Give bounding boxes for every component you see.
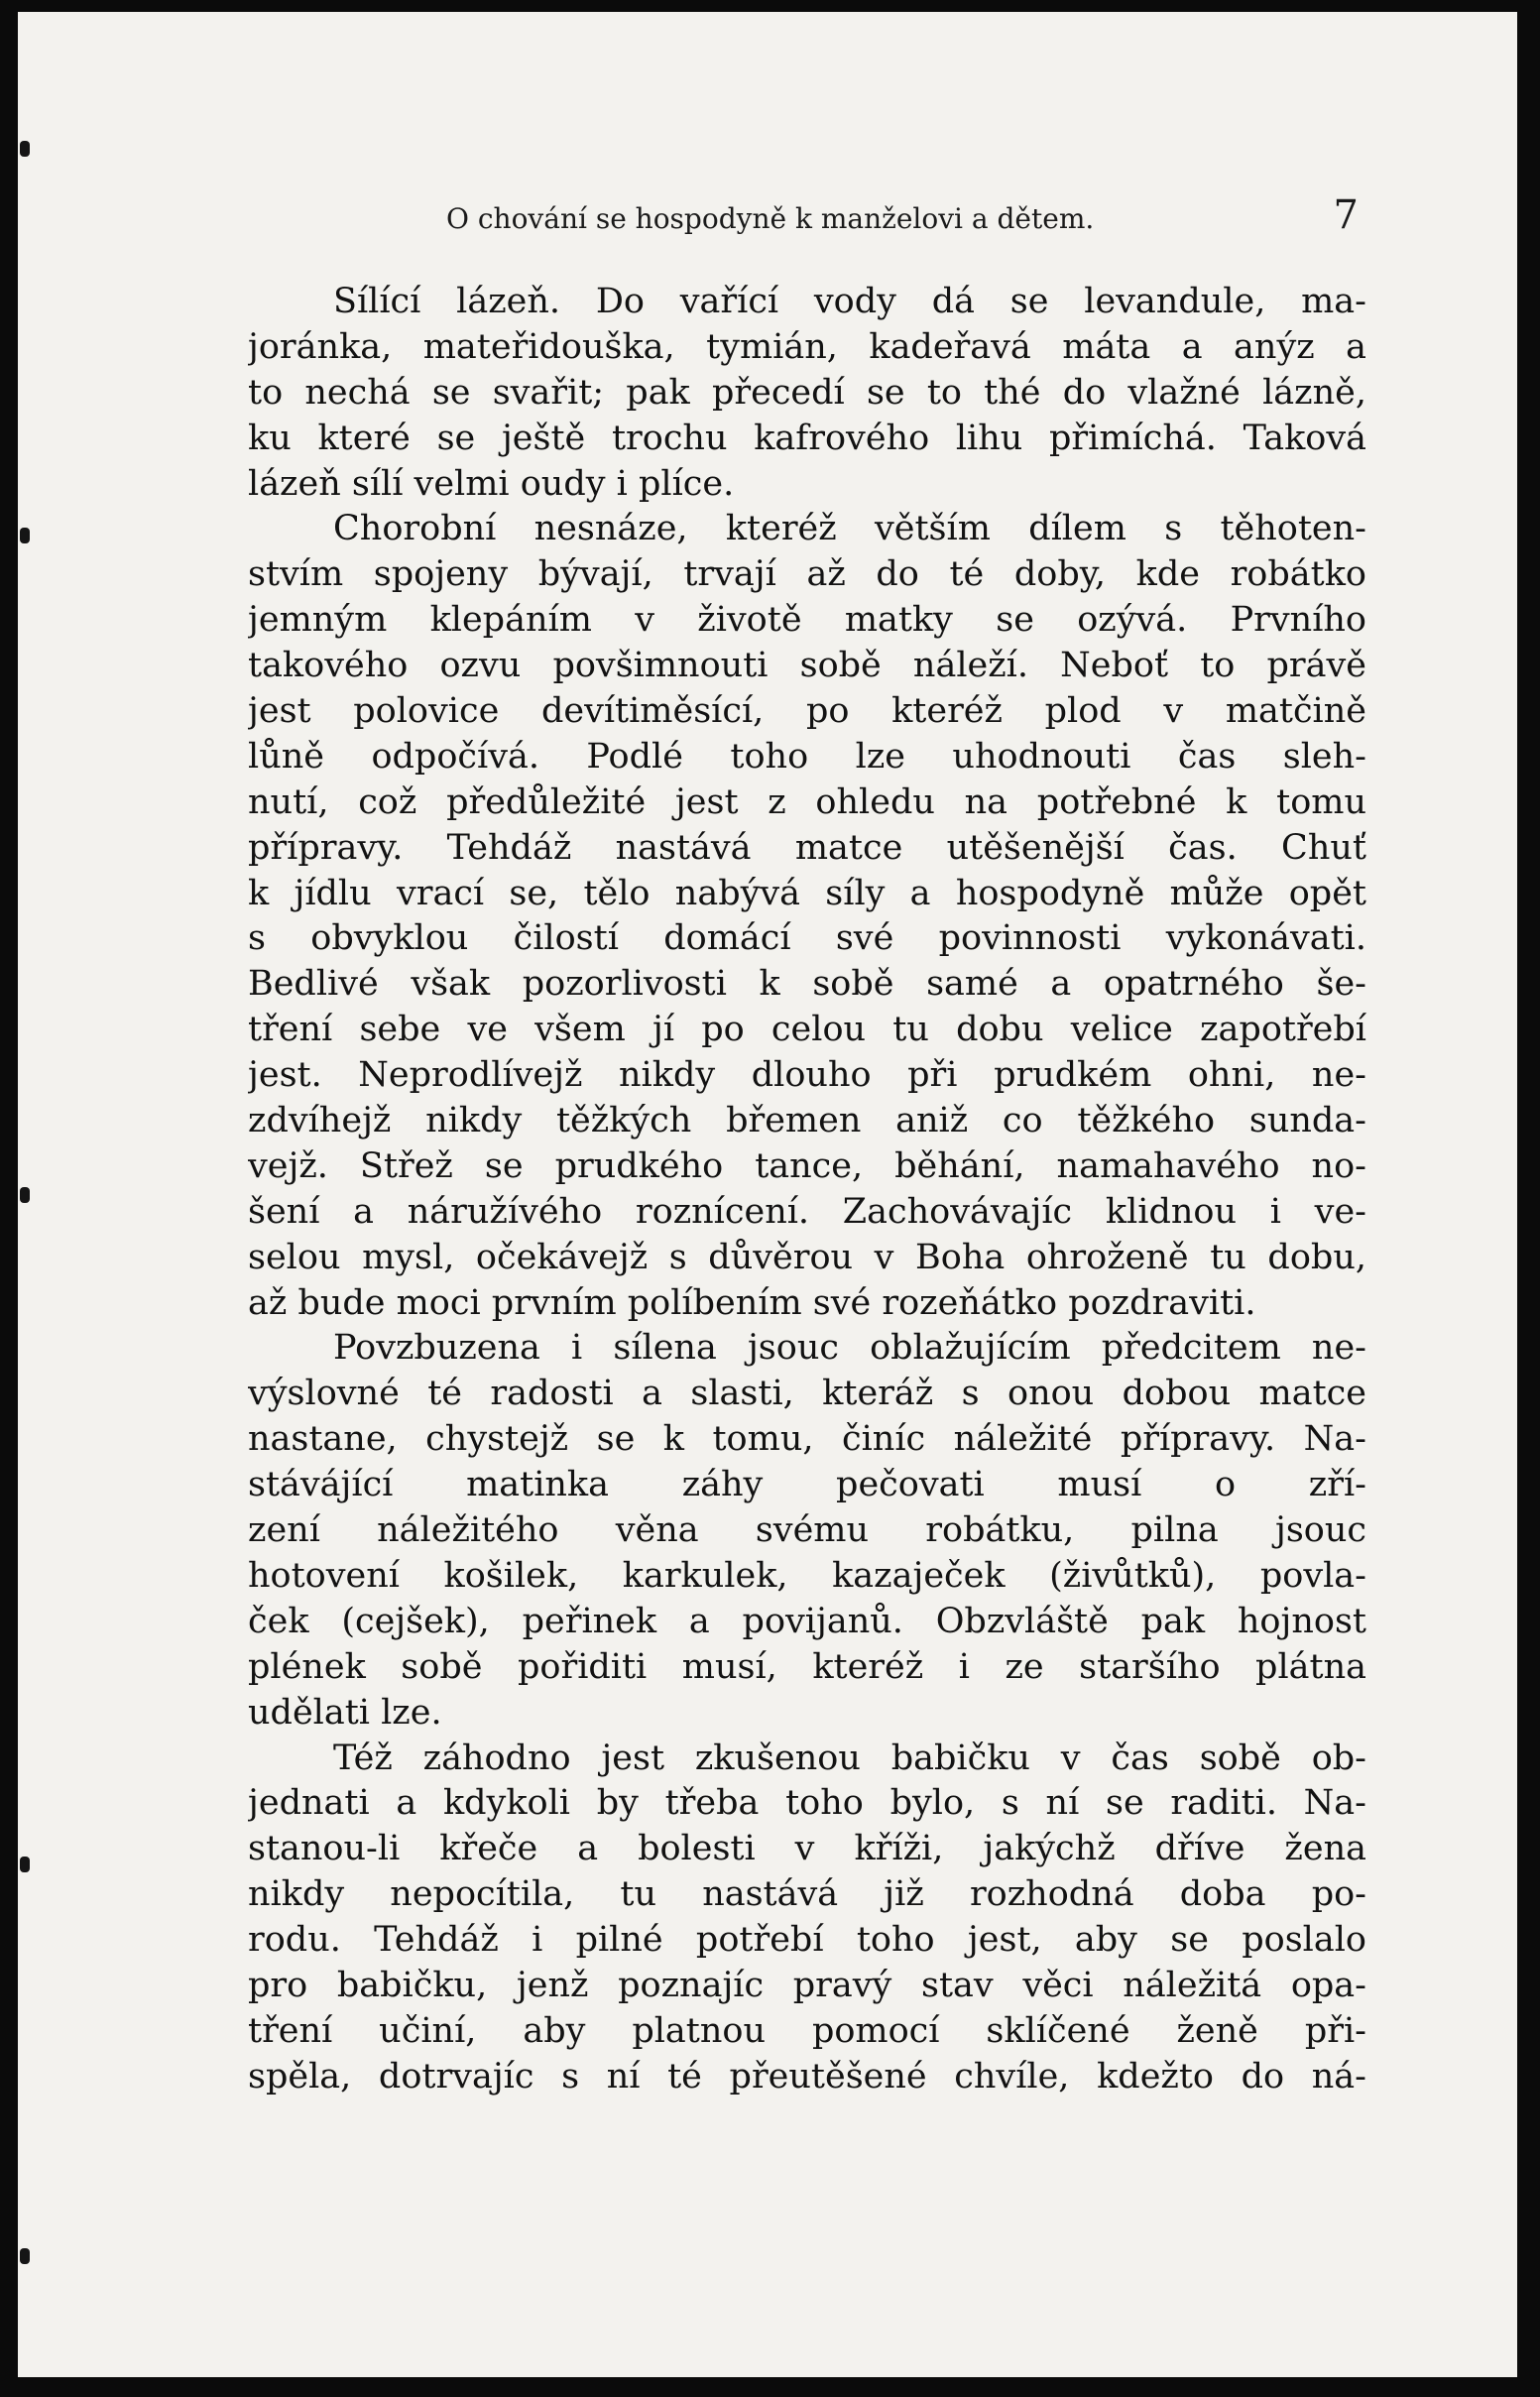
text-line: přípravy. Tehdáž nastává matce utěšenější čas. Chuť xyxy=(248,827,1366,868)
text-line: stávájící matinka záhy pečovati musí o zří- xyxy=(248,1465,1366,1505)
text-line: vejž. Střež se prudkého tance, běhání, namahavého no- xyxy=(248,1145,1366,1186)
text-line: hotovení košilek, karkulek, kazaječek (živůtků), povla- xyxy=(248,1555,1366,1596)
binding-mark xyxy=(20,141,30,157)
text-line: jemným klepáním v životě matky se ozývá. Prvního xyxy=(248,600,1366,641)
text-line: lůně odpočívá. Podlé toho lze uhodnouti čas sleh- xyxy=(248,736,1366,777)
binding-mark xyxy=(20,1187,30,1203)
binding-mark xyxy=(20,528,30,543)
text-line: k jídlu vrací se, tělo nabývá síly a hospodyně může opět xyxy=(248,873,1366,913)
text-line: zení náležitého věna svému robátku, pilna jsouc xyxy=(248,1510,1366,1551)
text-line: tření sebe ve všem jí po celou tu dobu velice zapotřebí xyxy=(248,1010,1366,1050)
text-line: pro babičku, jenž poznajíc pravý stav věci náležitá opa- xyxy=(248,1965,1366,2005)
text-line: Povzbuzena i sílena jsouc oblažujícím předcitem ne- xyxy=(333,1328,1366,1369)
text-line: jest polovice devítiměsící, po kteréž plod v matčině xyxy=(248,691,1366,732)
text-line: jednati a kdykoli by třeba toho bylo, s ní se raditi. Na- xyxy=(248,1783,1366,1824)
text-line: ček (cejšek), peřinek a povijanů. Obzvláště pak hojnost xyxy=(248,1601,1366,1641)
page-number: 7 xyxy=(1333,192,1359,238)
book-page xyxy=(18,12,1517,2377)
text-line: Sílící lázeň. Do vařící vody dá se levandule, ma- xyxy=(333,282,1366,321)
text-line: stanou-li křeče a bolesti v kříži, jakýchž dříve žena xyxy=(248,1829,1366,1869)
text-line: selou mysl, očekávejž s důvěrou v Boha ohroženě tu dobu, xyxy=(248,1237,1366,1277)
text-line: rodu. Tehdáž i pilné potřebí toho jest, aby se poslalo xyxy=(248,1920,1366,1961)
running-head xyxy=(266,192,1374,252)
text-line: spěla, dotrvajíc s ní té přeutěšené chvíle, kdežto do ná- xyxy=(248,2056,1366,2097)
text-line: nutí, což předůležité jest z ohledu na potřebné k tomu xyxy=(248,781,1366,822)
text-line: zdvíhejž nikdy těžkých břemen aniž co těžkého sunda- xyxy=(248,1101,1366,1141)
text-line: joránka, mateřidouška, tymián, kadeřavá máta a anýz a xyxy=(248,326,1366,367)
text-line: udělati lze. xyxy=(248,1692,442,1733)
body-text xyxy=(248,280,1366,2100)
text-line: až bude moci prvním políbením své rozeňátko pozdraviti. xyxy=(248,1282,1256,1323)
text-line: nastane, chystejž se k tomu, činíc náležité přípravy. Na- xyxy=(248,1419,1366,1460)
text-line: nikdy nepocítila, tu nastává již rozhodná doba po- xyxy=(248,1874,1366,1915)
text-line: Bedlivé však pozorlivosti k sobě samé a opatrného še- xyxy=(248,964,1366,1005)
text-line: takového ozvu povšimnouti sobě náleží. Neboť to právě xyxy=(248,646,1366,686)
text-line: šení a náružívého roznícení. Zachovávajíc klidnou i ve- xyxy=(248,1191,1366,1232)
text-line: Chorobní nesnáze, kteréž větším dílem s těhoten- xyxy=(333,509,1366,549)
text-line: ku které se ještě trochu kafrového lihu přimíchá. Taková xyxy=(248,418,1366,458)
text-line: jest. Neprodlívejž nikdy dlouho při prudkém ohni, ne- xyxy=(248,1055,1366,1096)
text-line: plének sobě pořiditi musí, kteréž i ze staršího plátna xyxy=(248,1646,1366,1687)
text-line: lázeň sílí velmi oudy i plíce. xyxy=(248,463,735,504)
text-line: stvím spojeny bývají, trvají až do té doby, kde robátko xyxy=(248,554,1366,595)
binding-mark xyxy=(20,2248,30,2264)
text-line: Též záhodno jest zkušenou babičku v čas sobě ob- xyxy=(333,1738,1366,1778)
running-title: O chování se hospodyně k manželovi a dětem. xyxy=(446,202,1095,235)
text-line: to nechá se svařit; pak přecedí se to thé do vlažné lázně, xyxy=(248,372,1366,413)
text-line: výslovné té radosti a slasti, kteráž s onou dobou matce xyxy=(248,1374,1366,1414)
binding-mark xyxy=(20,1857,30,1872)
text-line: s obvyklou čilostí domácí své povinnosti vykonávati. xyxy=(248,918,1366,959)
text-line: tření učiní, aby platnou pomocí sklíčené ženě při- xyxy=(248,2010,1366,2051)
